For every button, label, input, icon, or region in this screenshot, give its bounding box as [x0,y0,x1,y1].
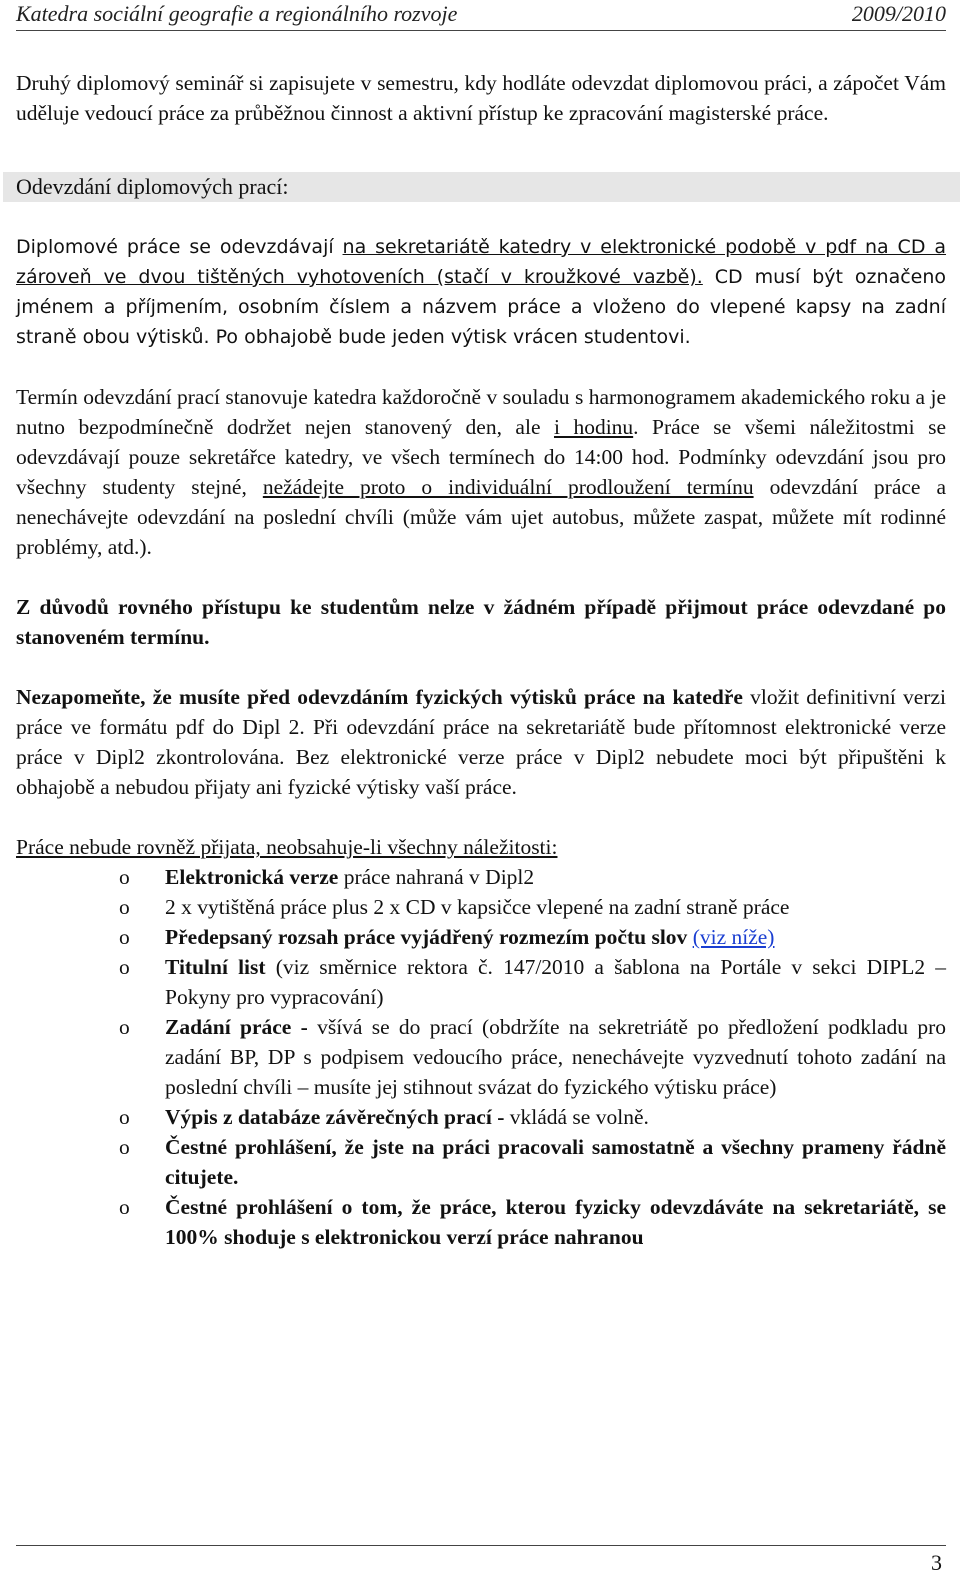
list-item [16,862,946,892]
list-item-bold: Předepsaný rozsah práce vyjádřený rozmezím počtu slov [165,925,688,949]
bullet-icon: o [119,1015,130,1039]
list-item [16,1102,946,1132]
list-item [16,922,946,952]
list-item-bold: Titulní list [165,955,266,979]
reminder-paragraph [16,682,946,802]
document-body [16,68,946,1252]
bullet-icon: o [119,925,130,949]
section-title: Odevzdání diplomových prací: [3,172,960,202]
submission-text-underlined: na sekretariátě katedry v elektronické podobě v pdf na CD a zároveň ve dvou tištěných vyhotoveních (stačí v kroužkové vazbě). [16,236,947,288]
bullet-icon: o [119,865,130,889]
list-item-bold: Čestné prohlášení, že jste na práci pracovali samostatně a všechny prameny řádně citujete. [165,1135,946,1189]
submission-text-c: CD musí být označeno jménem a příjmením, osobním číslem a názvem práce a vloženo do vlepené kapsy na zadní straně obou výtisků. Po obhajobě bude jeden výtisk vrácen studentovi. [16,266,947,348]
see-below-link[interactable]: (viz níže) [692,925,775,949]
list-item-text: všívá se do prací (obdržíte na sekretriátě po předložení podkladu pro zadání BP, DP s podpisem vedoucího práce, nenechávejte vyzvednutí tohoto zadání na poslední chvíli – musíte jej stihnout svázat do fyzického výtisku práce) [165,1015,946,1099]
deadline-text-e: odevzdání práce a nenechávejte odevzdání na poslední chvíli (může vám ujet autobus, můžete zaspat, můžete mít rodinné problémy, atd.). [16,475,946,559]
header-department: Katedra sociální geografie a regionálního rozvoje [16,1,458,26]
list-item-text: (viz směrnice rektora č. 147/2010 a šablona na Portále v sekci DIPL2 – Pokyny pro vypracování) [165,955,946,1009]
list-item [16,892,946,922]
submission-paragraph [16,232,946,352]
list-item-text: vkládá se volně. [504,1105,649,1129]
bullet-icon: o [119,1135,130,1159]
bullet-icon: o [119,895,130,919]
deadline-text-c: . Práce se všemi náležitostmi se odevzdávají pouze sekretářce katedry, ve všech termínech do 14:00 hod. Podmínky odevzdání jsou pro všechny studenty stejné, [16,415,946,499]
list-item-bold: Elektronická verze [165,865,339,889]
list-item [16,952,946,1012]
deadline-text-a: Termín odevzdání prací stanovuje katedra každoročně v souladu s harmonogramem akademického roku a je nutno bezpodmínečně dodržet nejen stanovený den, ale [16,385,946,439]
footer-divider [16,1545,946,1546]
bullet-icon: o [119,1195,130,1219]
header-year: 2009/2010 [851,1,946,26]
list-item [16,1132,946,1192]
intro-paragraph: Druhý diplomový seminář si zapisujete v semestru, kdy hodláte odevzdat diplomovou práci, a zápočet Vám uděluje vedoucí práce za průběžnou činnost a aktivní přístup ke zpracování magisterské práce. [16,71,946,125]
requirements-title-text: Práce nebude rovněž přijata, neobsahuje-li všechny náležitosti: [16,835,558,859]
deadline-hour-underlined: i hodinu [553,415,634,439]
bullet-icon: o [119,1105,130,1129]
bold-statement-text: Z důvodů rovného přístupu ke studentům nelze v žádném případě přijmout práce odevzdané po stanoveném termínu. [16,595,946,649]
submission-text-a: Diplomové práce se odevzdávají [16,236,343,258]
page-number: 3 [931,1550,942,1575]
requirements-title [16,832,946,862]
list-item-text: práce nahraná v Dipl2 [338,865,535,889]
list-item-text: 2 x vytištěná práce plus 2 x CD v kapsičce vlepené na zadní straně práce [165,895,790,919]
requirements-list [16,862,946,1252]
reminder-rest: vložit definitivní verzi práce ve formátu pdf do Dipl 2. Při odevzdání práce na sekretariátě bude přítomnost elektronické verze práce v Dipl2 zkontrolována. Bez elektronické verze práce v Dipl2 nebudete moci být připuštěni k obhajobě a nebudou přijaty ani fyzické výtisky vaší práce. [16,685,946,799]
list-item [16,1012,946,1102]
bullet-icon: o [119,955,130,979]
bold-statement [16,592,946,652]
deadline-no-extension-underlined: nežádejte proto o individuální prodloužení termínu [262,475,754,499]
list-item-bold: Výpis z databáze závěrečných prací - [165,1105,505,1129]
page-header [16,0,946,31]
list-item [16,1192,946,1252]
reminder-bold: Nezapomeňte, že musíte před odevzdáním fyzických výtisků práce na katedře [16,685,743,709]
deadline-paragraph [16,382,946,562]
list-item-bold: Zadání práce - [165,1015,308,1039]
list-item-bold: Čestné prohlášení o tom, že práce, kterou fyzicky odevzdáváte na sekretariátě, se 100% shoduje s elektronickou verzí práce nahranou [165,1195,946,1249]
